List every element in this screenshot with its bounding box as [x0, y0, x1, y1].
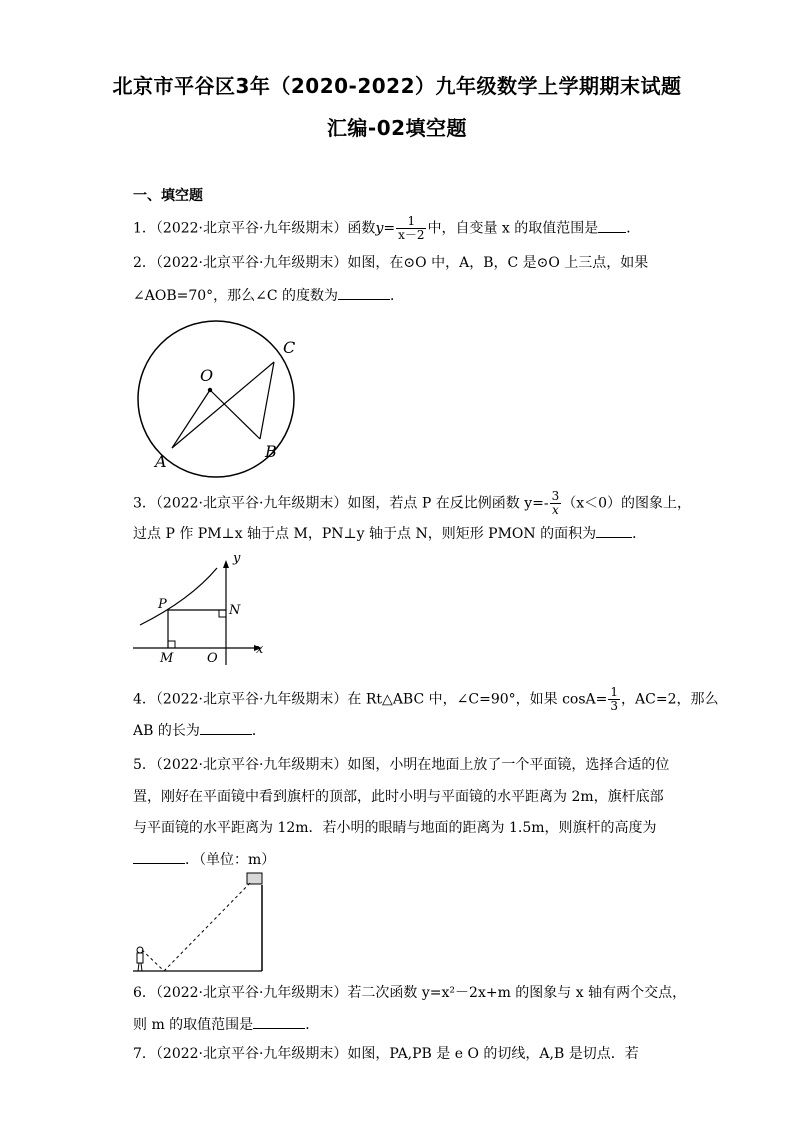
q2-label-o: O [200, 366, 214, 385]
q1-frac-num: 1 [396, 215, 426, 229]
q5-person-body [137, 953, 143, 963]
q3-end: ． [632, 526, 647, 542]
q3-label-o: O [207, 651, 218, 666]
question-5-line1: 5．（2022·北京平谷·九年级期末）如图，小明在地面上放了一个平面镜，选择合适的位 [133, 757, 670, 773]
question-5-line3: 与平面镜的水平距离为 12m．若小明的眼睛与地面的距离为 1.5m，则旗杆的高度为 [133, 820, 657, 836]
q6-end: ． [305, 1017, 320, 1033]
q4-line2-text: AB 的长为 [133, 723, 200, 739]
q1-y-eq: y= [375, 220, 396, 237]
q2-end: ． [390, 288, 405, 304]
q3-line2-text: 过点 P 作 PM⊥x 轴于点 M，PN⊥y 轴于点 N，则矩形 PMON 的面积为 [133, 526, 597, 542]
q4-frac-den: 3 [610, 699, 619, 713]
q5-sightline-eye-to-mirror [142, 950, 164, 971]
q2-label-a: A [155, 452, 167, 471]
question-7-line1: 7．（2022·北京平谷·九年级期末）如图，PA,PB 是 e O 的切线，A,B 是切点．若 [133, 1046, 639, 1062]
q3-frac-num: 3 [551, 489, 560, 503]
q1-suffix: 中，自变量 x 的取值范围是 [427, 220, 599, 237]
q4-end: ． [251, 723, 266, 739]
q6-answer-blank[interactable] [253, 1014, 305, 1029]
q5-sightline-mirror-to-top [164, 881, 252, 971]
q5-line4-end: ．（单位：m） [185, 852, 276, 868]
q4-frac-num: 1 [610, 685, 619, 699]
q5-person-leg-right [141, 963, 142, 971]
document-title-line2: 汇编-02填空题 [326, 116, 468, 140]
q3-suffix: （x＜0）的图象上， [562, 495, 692, 512]
q3-label-n: N [229, 603, 241, 618]
q3-label-x: x [256, 642, 264, 657]
section-heading: 一、填空题 [133, 188, 203, 204]
document-title-line1: 北京市平谷区3年（2020-2022）九年级数学上学期期末试题 [112, 74, 682, 98]
q6-line2-text: 则 m 的取值范围是 [133, 1017, 254, 1033]
question-6-line1: 6．（2022·北京平谷·九年级期末）若二次函数 y=x²－2x+m 的图象与 x 轴有两个交点， [133, 985, 687, 1001]
q5-person-leg-left [138, 963, 139, 971]
q1-prefix: 1．（2022·北京平谷·九年级期末）函数 [133, 220, 376, 237]
q2-label-c: C [283, 338, 296, 357]
q1-end: ． [626, 220, 641, 237]
question-5-line2: 置，刚好在平面镜中看到旗杆的顶部，此时小明与平面镜的水平距离为 2m，旗杆底部 [133, 789, 664, 805]
question-6-line2 [133, 1014, 319, 1035]
q3-label-m: M [160, 651, 174, 666]
q4-suffix: ，AC=2，那么 [621, 691, 719, 708]
q5-flag [247, 873, 262, 884]
question-2-line1: 2．（2022·北京平谷·九年级期末）如图，在⊙O 中，A，B，C 是⊙O 上三点，如果 [133, 255, 649, 271]
q4-prefix: 4．（2022·北京平谷·九年级期末）在 Rt△ABC 中，∠C=90°，如果 cosA= [133, 691, 608, 708]
q2-label-b: B [265, 442, 277, 461]
q3-prefix: 3．（2022·北京平谷·九年级期末）如图，若点 P 在反比例函数 y=- [133, 495, 549, 512]
q3-label-y: y [233, 551, 241, 566]
q3-frac-den: x [552, 503, 559, 517]
q2-line2-text: ∠AOB=70°，那么∠C 的度数为 [133, 288, 339, 304]
q3-label-p: P [158, 597, 167, 612]
q1-frac-den: x－2 [398, 228, 425, 242]
